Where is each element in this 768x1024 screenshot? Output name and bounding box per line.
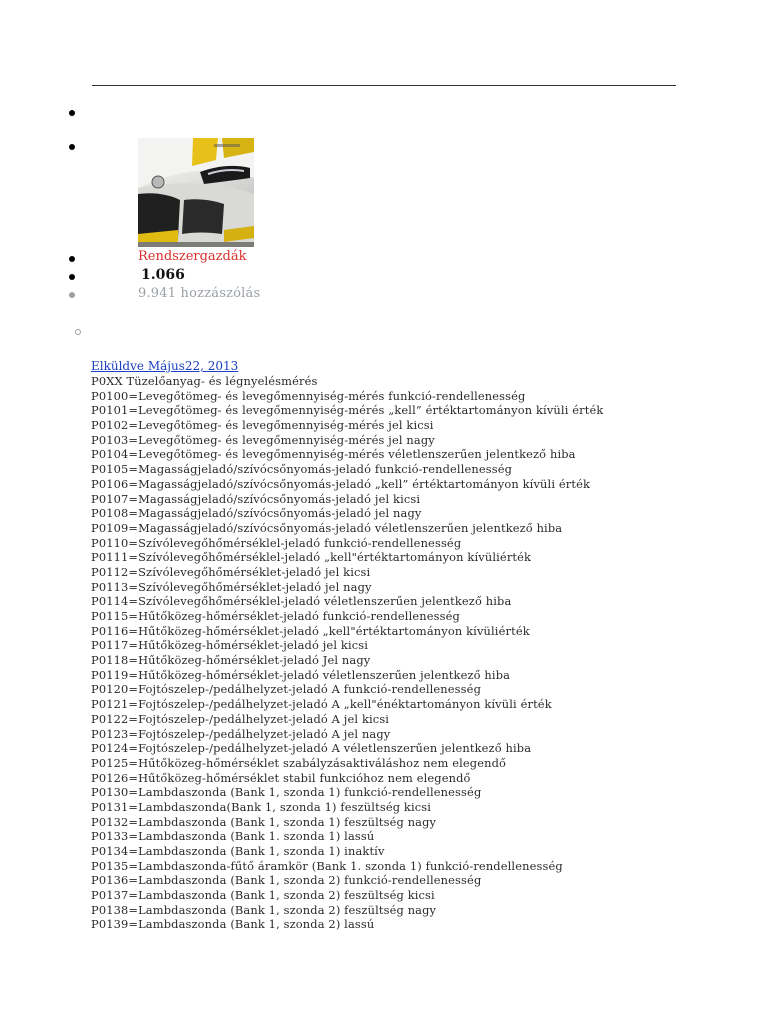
post-line: P0115=Hűtőközeg-hőmérséklet-jeladó funkció-rendellenesség [91,609,460,623]
reputation-count: 1.066 [141,267,185,283]
post-line: P0102=Levegőtömeg- és levegőmennyiség-mérés jel kicsi [91,418,434,433]
post-line: P0112=Szívólevegőhőmérséklet-jeladó jel kicsi [91,564,371,579]
post-line: P0122=Fojtószelep-/pedálhelyzet-jeladó A jel kicsi [91,711,390,726]
post-line: P0139=Lambdaszonda (Bank 1, szonda 2) lassú [91,917,375,932]
list-bullet-hollow [75,329,81,335]
post-line: P0131=Lambdaszonda(Bank 1, szonda 1) feszültség kicsi [91,799,432,814]
post-line: P0121=Fojtószelep-/pedálhelyzet-jeladó A „kell"énéktartományon kívüli érték [91,697,552,712]
post-line: P0100=Levegőtömeg- és levegőmennyiség-mérés funkció-rendellenesség [91,388,526,403]
header-divider [92,85,676,86]
post-line: P0116=Hűtőközeg-hőmérséklet-jeladó „kell"értéktartományon kívüliérték [91,623,530,638]
post-line: P0XX Tüzelőanyag- és légnyelésmérés [91,374,318,388]
list-bullet [69,256,75,262]
post-count: 9.941 hozzászólás [138,286,261,301]
post-line: P0114=Szívólevegőhőmérséklel-jeladó véletlenszerűen jelentkező hiba [91,594,512,609]
post-line: P0126=Hűtőközeg-hőmérséklet stabil funkcióhoz nem elegendő [91,770,471,785]
post-line: P0125=Hűtőközeg-hőmérséklet szabályzásaktiváláshoz nem elegendő [91,755,507,770]
post-line: P0130=Lambdaszonda (Bank 1, szonda 1) funkció-rendellenesség [91,785,482,800]
list-bullet [69,292,75,298]
post-body [91,374,603,932]
post-line: P0105=Magasságjeladó/szívócsőnyomás-jeladó funkció-rendellenesség [91,462,513,477]
post-line: P0101=Levegőtömeg- és levegőmennyiség-mérés „kell” értéktartományon kívüli érték [91,403,604,418]
post-date-link[interactable]: Elküldve Május22, 2013 [91,359,239,373]
post-line: P0137=Lambdaszonda (Bank 1, szonda 2) feszültség kicsi [91,888,435,903]
post-line: P0107=Magasságjeladó/szívócsőnyomás-jeladó jel kicsi [91,491,421,506]
post-line: P0119=Hűtőközeg-hőmérséklet-jeladó véletlenszerűen jelentkező hiba [91,667,511,682]
post-line: P0123=Fojtószelep-/pedálhelyzet-jeladó A jel nagy [91,726,391,741]
post-line: P0104=Levegőtömeg- és levegőmennyiség-mérés véletlenszerűen jelentkező hiba [91,447,576,462]
user-role: Rendszergazdák [138,249,247,264]
post-line: P0103=Levegőtömeg- és levegőmennyiség-mérés jel nagy [91,432,435,447]
post-line: P0111=Szívólevegőhőmérséklel-jeladó „kell"értéktartományon kívüliérték [91,550,532,565]
post-line: P0120=Fojtószelep-/pedálhelyzet-jeladó A funkció-rendellenesség [91,682,482,697]
post-line: P0124=Fojtószelep-/pedálhelyzet-jeladó A véletlenszerűen jelentkező hiba [91,741,532,756]
post-line: P0136=Lambdaszonda (Bank 1, szonda 2) funkció-rendellenesség [91,873,482,888]
post-line: P0138=Lambdaszonda (Bank 1, szonda 2) feszültség nagy [91,902,437,917]
post-line: P0135=Lambdaszonda-fűtő áramkör (Bank 1. szonda 1) funkció-rendellenesség [91,858,563,873]
user-avatar[interactable] [138,138,254,247]
post-line: P0110=Szívólevegőhőmérséklel-jeladó funkció-rendellenesség [91,535,462,550]
post-line: P0117=Hűtőközeg-hőmérséklet-jeladó jel kicsi [91,638,369,653]
list-bullet [69,274,75,280]
post-line: P0113=Szívólevegőhőmérséklet-jeladó jel nagy [91,579,372,594]
list-bullet [69,144,75,150]
list-bullet [69,110,75,116]
post-line: P0109=Magasságjeladó/szívócsőnyomás-jeladó véletlenszerűen jelentkező hiba [91,520,563,535]
post-line: P0133=Lambdaszonda (Bank 1. szonda 1) lassú [91,829,375,844]
post-line: P0106=Magasságjeladó/szívócsőnyomás-jeladó „kell” értéktartományon kívüli érték [91,476,591,491]
post-line: P0108=Magasságjeladó/szívócsőnyomás-jeladó jel nagy [91,506,422,521]
post-line: P0118=Hűtőközeg-hőmérséklet-jeladó Jel nagy [91,653,371,668]
post-line: P0134=Lambdaszonda (Bank 1, szonda 1) inaktív [91,844,385,858]
car-front-avatar-icon [138,138,254,247]
post-line: P0132=Lambdaszonda (Bank 1, szonda 1) feszültség nagy [91,814,437,829]
